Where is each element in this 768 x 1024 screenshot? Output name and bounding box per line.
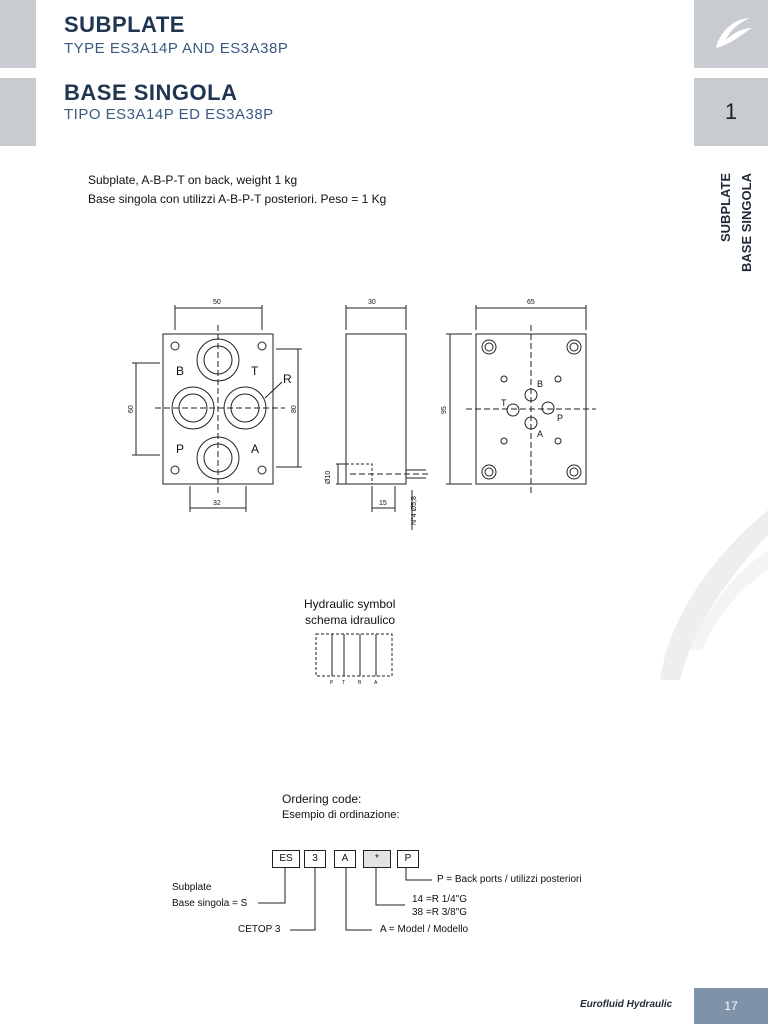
ordering-label-p: P = Back ports / utilizzi posteriori bbox=[437, 874, 582, 885]
ordering-label-14: 14 =R 1/4"G bbox=[412, 894, 467, 905]
back-port-p: P bbox=[557, 413, 564, 423]
ordering-label-model: A = Model / Modello bbox=[380, 924, 469, 935]
ordering-label-38: 38 =R 3/8"G bbox=[412, 907, 467, 918]
front-port-b: B bbox=[176, 364, 185, 378]
front-port-p: P bbox=[176, 442, 185, 456]
hydraulic-port-b: B bbox=[358, 680, 362, 686]
ordering-label-subplate: Subplate bbox=[172, 882, 212, 893]
back-port-a: A bbox=[537, 429, 544, 439]
ordering-label-cetop: CETOP 3 bbox=[238, 924, 281, 935]
side-dim-top: 30 bbox=[368, 299, 376, 306]
back-dim-top: 65 bbox=[527, 299, 535, 306]
ordering-title-it: Esempio di ordinazione: bbox=[282, 809, 400, 821]
front-dim-right: 80 bbox=[291, 405, 298, 413]
front-port-r: R bbox=[283, 372, 292, 386]
hydraulic-port-a: A bbox=[374, 680, 378, 686]
logo-box bbox=[694, 0, 768, 68]
side-dim-bottom: 15 bbox=[379, 500, 387, 507]
side-dim-diameter: Ø10 bbox=[325, 470, 332, 484]
hydraulic-port-t: T bbox=[342, 680, 346, 686]
front-port-t: T bbox=[251, 364, 259, 378]
footer-page-box bbox=[694, 988, 768, 1024]
hydraulic-symbol bbox=[314, 632, 394, 688]
code-box-3: 3 bbox=[304, 850, 326, 868]
code-box-a: A bbox=[334, 850, 356, 868]
code-box-es: ES bbox=[272, 850, 300, 868]
brand-logo-icon bbox=[694, 0, 768, 68]
ordering-label-base: Base singola = S bbox=[172, 898, 248, 909]
back-port-t: T bbox=[501, 398, 507, 408]
front-dim-top: 50 bbox=[213, 299, 221, 306]
front-port-a: A bbox=[251, 442, 260, 456]
back-dim-left: 95 bbox=[441, 406, 448, 414]
footer-brand: Eurofluid Hydraulic bbox=[580, 999, 673, 1010]
front-dim-bottom: 32 bbox=[213, 500, 221, 507]
section-box bbox=[694, 78, 768, 146]
page-title-it: BASE SINGOLA bbox=[64, 80, 238, 105]
description-en: Subplate, A-B-P-T on back, weight 1 kg bbox=[88, 173, 298, 187]
header-accent-bottom bbox=[0, 78, 36, 146]
header-accent-top bbox=[0, 0, 36, 68]
page-subtitle-en: TYPE ES3A14P AND ES3A38P bbox=[64, 40, 289, 57]
hydraulic-port-p: P bbox=[330, 680, 334, 686]
page-subtitle-it: TIPO ES3A14P ED ES3A38P bbox=[64, 106, 274, 123]
section-number: 1 bbox=[724, 99, 738, 124]
side-tab-label-it: BASE SINGOLA bbox=[739, 173, 754, 272]
side-holes-label: N°4 Ø5,8 bbox=[411, 496, 418, 525]
back-port-b: B bbox=[537, 379, 544, 389]
hydraulic-title-en: Hydraulic symbol bbox=[304, 597, 396, 611]
description-it: Base singola con utilizzi A-B-P-T posteriori. Peso = 1 Kg bbox=[88, 192, 387, 206]
code-box-star: * bbox=[363, 850, 391, 868]
side-tab-label-en: SUBPLATE bbox=[718, 172, 733, 242]
hydraulic-title-it: schema idraulico bbox=[305, 613, 396, 627]
technical-drawing bbox=[0, 290, 768, 530]
code-box-p: P bbox=[397, 850, 419, 868]
front-dim-left: 60 bbox=[128, 405, 135, 413]
page-title-en: SUBPLATE bbox=[64, 12, 185, 37]
page-number: 17 bbox=[724, 999, 738, 1013]
ordering-title-en: Ordering code: bbox=[282, 792, 362, 806]
